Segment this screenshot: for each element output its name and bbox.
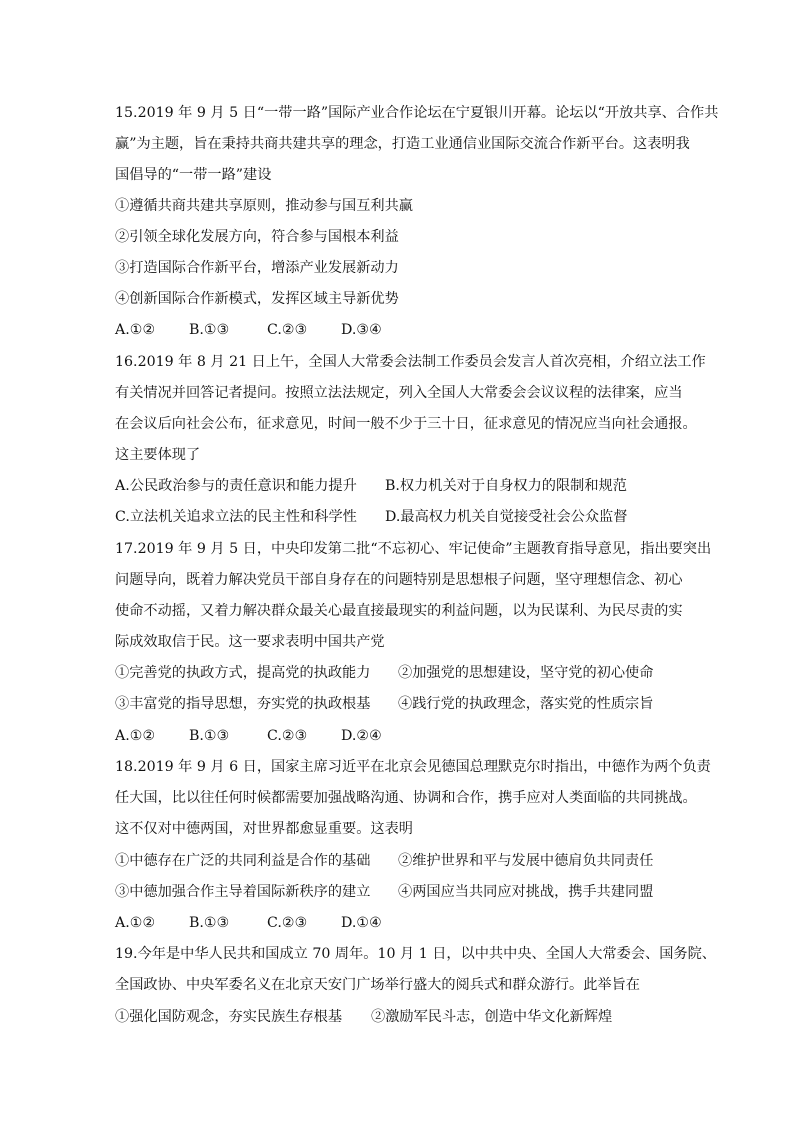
q17-item-4: ④践行党的执政理念，落实党的性质宗旨 <box>398 696 654 712</box>
q16-stem-line-2: 有关情况并回答记者提问。按照立法法规定，列入全国人大常委会会议议程的法律案，应当 <box>115 385 683 401</box>
q15-choice-d[interactable]: D.③④ <box>341 322 382 338</box>
q16-choice-d[interactable]: D.最高权力机关自觉接受社会公众监督 <box>385 509 628 525</box>
q15-stem-line-1: 15.2019 年 9 月 5 日“一带一路”国际产业合作论坛在宁夏银川开幕。论坛以“开放共享、合作共 <box>115 105 719 121</box>
q18-choice-b[interactable]: B.①③ <box>189 915 230 931</box>
q16-stem-line-3: 在会议后向社会公布，征求意见，时间一般不少于三十日，征求意见的情况应当向社会通报。 <box>115 416 697 432</box>
q18-choice-d[interactable]: D.①④ <box>341 915 382 931</box>
q15-choice-b[interactable]: B.①③ <box>189 322 230 338</box>
q18-item-4: ④两国应当共同应对挑战，携手共建同盟 <box>398 884 654 900</box>
q19-item-1: ①强化国防观念，夯实民族生存根基 <box>115 1009 343 1025</box>
q17-item-2: ②加强党的思想建设，坚守党的初心使命 <box>398 665 654 681</box>
q15-item-1: ①遵循共商共建共享原则，推动参与国互利共赢 <box>115 198 413 214</box>
q15-choice-c[interactable]: C.②③ <box>267 322 308 338</box>
q15-item-2: ②引领全球化发展方向，符合参与国根本利益 <box>115 229 399 245</box>
q18-item-1: ①中德存在广泛的共同利益是合作的基础 <box>115 853 371 869</box>
q18-stem-line-3: 这不仅对中德两国，对世界都愈显重要。这表明 <box>115 821 413 837</box>
q18-item-3: ③中德加强合作主导着国际新秩序的建立 <box>115 884 371 900</box>
q16-choice-a[interactable]: A.公民政治参与的责任意识和能力提升 <box>115 478 357 494</box>
q16-stem-line-4: 这主要体现了 <box>115 447 201 463</box>
q18-item-2: ②维护世界和平与发展中德肩负共同责任 <box>398 853 654 869</box>
q18-choice-c[interactable]: C.②③ <box>267 915 308 931</box>
q17-choices <box>115 726 382 746</box>
q17-choice-b[interactable]: B.①③ <box>189 728 230 744</box>
q17-choice-a[interactable]: A.①② <box>115 728 156 744</box>
q16-stem-line-1: 16.2019 年 8 月 21 日上午，全国人大常委会法制工作委员会发言人首次亮相，介绍立法工作 <box>115 354 706 370</box>
q18-choices <box>115 913 382 933</box>
q15-choices <box>115 320 382 340</box>
q17-choice-d[interactable]: D.②④ <box>341 728 382 744</box>
q17-stem-line-1: 17.2019 年 9 月 5 日，中央印发第二批“不忘初心、牢记使命”主题教育指导意见，指出要突出 <box>115 541 712 557</box>
q17-stem-line-3: 使命不动摇，又着力解决群众最关心最直接最现实的利益问题，以为民谋利、为民尽责的实 <box>115 603 683 619</box>
q19-stem-line-1: 19.今年是中华人民共和国成立 70 周年。10 月 1 日，以中共中央、全国人大常委会、国务院、 <box>115 946 716 962</box>
q17-choice-c[interactable]: C.②③ <box>267 728 308 744</box>
q17-item-1: ①完善党的执政方式，提高党的执政能力 <box>115 665 371 681</box>
q18-stem-line-1: 18.2019 年 9 月 6 日，国家主席习近平在北京会见德国总理默克尔时指出，中德作为两个负责 <box>115 759 711 775</box>
q16-choice-b[interactable]: B.权力机关对于自身权力的限制和规范 <box>385 478 627 494</box>
q19-stem-line-2: 全国政协、中央军委名义在北京天安门广场举行盛大的阅兵式和群众游行。此举旨在 <box>115 977 640 993</box>
q16-choice-c[interactable]: C.立法机关追求立法的民主性和科学性 <box>115 509 357 525</box>
q19-item-2: ②激励军民斗志，创造中华文化新辉煌 <box>371 1009 613 1025</box>
q15-stem-line-3: 国倡导的“一带一路”建设 <box>115 167 272 183</box>
q18-stem-line-2: 任大国，比以往任何时候都需要加强战略沟通、协调和合作，携手应对人类面临的共同挑战。 <box>115 790 697 806</box>
q15-stem-line-2: 赢”为主题，旨在秉持共商共建共享的理念，打造工业通信业国际交流合作新平台。这表明我 <box>115 136 690 152</box>
q15-item-3: ③打造国际合作新平台，增添产业发展新动力 <box>115 260 399 276</box>
q17-item-3: ③丰富党的指导思想，夯实党的执政根基 <box>115 696 371 712</box>
q17-stem-line-2: 问题导向，既着力解决党员干部自身存在的问题特别是思想根子问题，坚守理想信念、初心 <box>115 572 683 588</box>
q18-choice-a[interactable]: A.①② <box>115 915 156 931</box>
q17-stem-line-4: 际成效取信于民。这一要求表明中国共产党 <box>115 634 385 650</box>
q15-item-4: ④创新国际合作新模式，发挥区域主导新优势 <box>115 291 399 307</box>
q15-choice-a[interactable]: A.①② <box>115 322 156 338</box>
